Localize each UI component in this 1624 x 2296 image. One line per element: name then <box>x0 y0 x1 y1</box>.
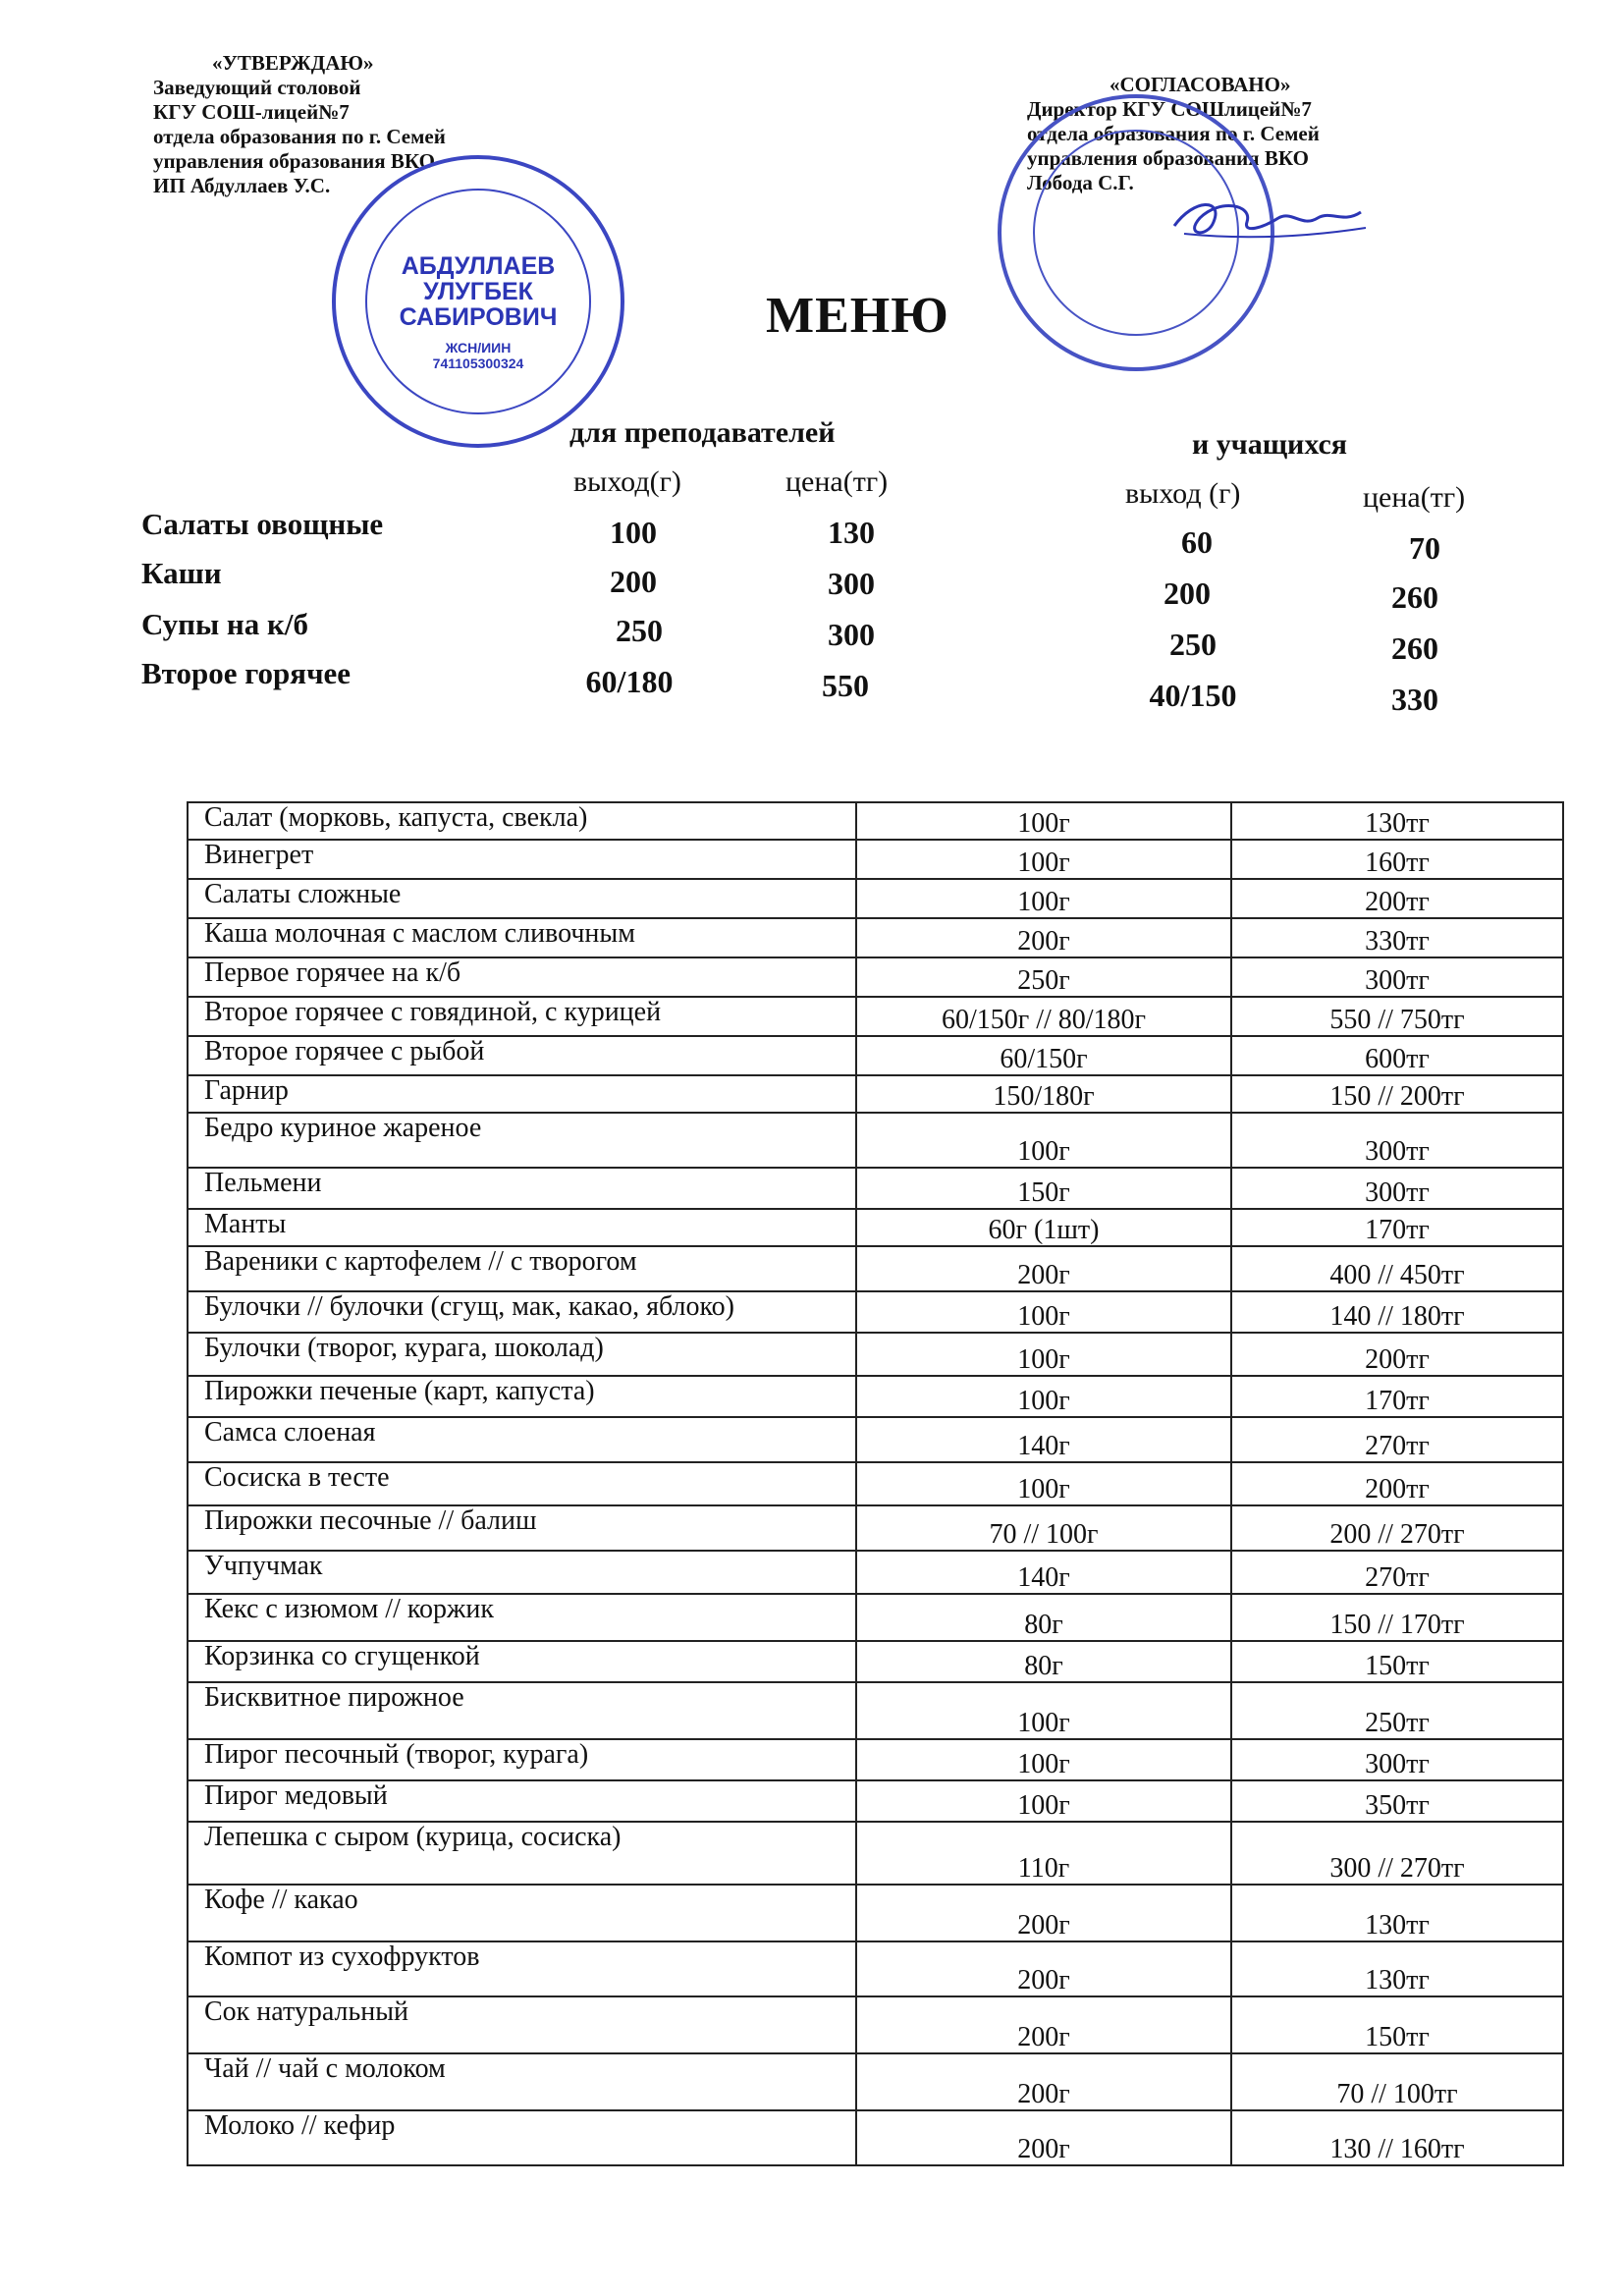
menu-item-weight: 100г <box>856 879 1231 918</box>
table-row <box>188 1505 1563 1551</box>
summary-value: 200 <box>610 564 657 599</box>
approval-line: Заведующий столовой <box>153 76 361 99</box>
table-row <box>188 1333 1563 1376</box>
summary-value: 300 <box>828 566 875 601</box>
table-row <box>188 1822 1563 1885</box>
summary-value: 250 <box>616 613 663 648</box>
menu-item-weight: 200г <box>856 2110 1231 2165</box>
summary-item-name: Каши <box>141 556 222 590</box>
teachers-label: для преподавателей <box>569 416 836 449</box>
menu-item-price: 130 // 160тг <box>1231 2110 1563 2165</box>
signature-icon <box>1164 189 1371 247</box>
menu-item-price: 200 // 270тг <box>1231 1505 1563 1551</box>
menu-item-name: Пирожки песочные // балиш <box>188 1505 856 1551</box>
menu-item-weight: 140г <box>856 1417 1231 1462</box>
approval-line: Директор КГУ СОШлицей№7 <box>1027 97 1312 121</box>
menu-item-name: Молоко // кефир <box>188 2110 856 2165</box>
menu-item-price: 300тг <box>1231 1168 1563 1209</box>
menu-item-name: Кофе // какао <box>188 1885 856 1941</box>
table-row <box>188 1168 1563 1209</box>
menu-item-price: 200тг <box>1231 1462 1563 1505</box>
students-weight-header: выход (г) <box>1125 477 1241 510</box>
menu-item-price: 130тг <box>1231 1885 1563 1941</box>
summary-value: 260 <box>1391 630 1438 666</box>
table-row <box>188 1417 1563 1462</box>
menu-item-name: Сок натуральный <box>188 1996 856 2053</box>
menu-item-name: Пельмени <box>188 1168 856 1209</box>
menu-table <box>187 801 1564 2166</box>
students-label: и учащихся <box>1192 428 1347 461</box>
menu-item-name: Бедро куриное жареное <box>188 1113 856 1168</box>
summary-value: 250 <box>1169 627 1217 662</box>
table-row <box>188 1036 1563 1075</box>
menu-item-price: 170тг <box>1231 1376 1563 1417</box>
menu-item-name: Кекс с изюмом // коржик <box>188 1594 856 1641</box>
menu-item-weight: 200г <box>856 1996 1231 2053</box>
menu-item-weight: 100г <box>856 840 1231 879</box>
menu-item-name: Второе горячее с говядиной, с курицей <box>188 997 856 1036</box>
table-row <box>188 1780 1563 1822</box>
menu-item-name: Пирог медовый <box>188 1780 856 1822</box>
summary-value: 60/180 <box>585 664 674 699</box>
menu-item-weight: 200г <box>856 2053 1231 2110</box>
menu-item-name: Бисквитное пирожное <box>188 1682 856 1739</box>
menu-item-weight: 100г <box>856 1739 1231 1780</box>
menu-item-name: Сосиска в тесте <box>188 1462 856 1505</box>
menu-item-price: 200тг <box>1231 1333 1563 1376</box>
menu-item-weight: 100г <box>856 1682 1231 1739</box>
menu-item-weight: 80г <box>856 1641 1231 1682</box>
menu-item-name: Лепешка с сыром (курица, сосиска) <box>188 1822 856 1885</box>
menu-item-price: 70 // 100тг <box>1231 2053 1563 2110</box>
menu-item-price: 130тг <box>1231 1941 1563 1996</box>
menu-item-name: Гарнир <box>188 1075 856 1113</box>
table-row <box>188 2110 1563 2165</box>
menu-item-name: Второе горячее с рыбой <box>188 1036 856 1075</box>
summary-value: 550 <box>822 668 869 703</box>
table-row <box>188 1551 1563 1594</box>
menu-item-name: Чай // чай с молоком <box>188 2053 856 2110</box>
teachers-weight-header: выход(г) <box>573 465 681 498</box>
menu-item-price: 140 // 180тг <box>1231 1291 1563 1333</box>
teachers-price-header: цена(тг) <box>785 465 889 498</box>
table-row <box>188 1996 1563 2053</box>
menu-item-weight: 100г <box>856 1291 1231 1333</box>
menu-item-name: Каша молочная с маслом сливочным <box>188 918 856 957</box>
menu-item-name: Вареники с картофелем // с творогом <box>188 1246 856 1291</box>
menu-item-weight: 200г <box>856 1941 1231 1996</box>
menu-item-price: 600тг <box>1231 1036 1563 1075</box>
table-row <box>188 1113 1563 1168</box>
menu-item-price: 170тг <box>1231 1209 1563 1246</box>
menu-item-weight: 200г <box>856 1246 1231 1291</box>
menu-item-price: 300 // 270тг <box>1231 1822 1563 1885</box>
table-row <box>188 2053 1563 2110</box>
menu-item-name: Компот из сухофруктов <box>188 1941 856 1996</box>
summary-item-name: Второе горячее <box>141 656 352 690</box>
table-row <box>188 1885 1563 1941</box>
menu-item-name: Корзинка со сгущенкой <box>188 1641 856 1682</box>
approval-line: отдела образования по г. Семей <box>1027 122 1320 145</box>
table-row <box>188 1075 1563 1113</box>
menu-item-weight: 80г <box>856 1594 1231 1641</box>
menu-item-price: 160тг <box>1231 840 1563 879</box>
page-title: МЕНЮ <box>766 288 949 344</box>
menu-item-weight: 60/150г <box>856 1036 1231 1075</box>
menu-item-name: Салаты сложные <box>188 879 856 918</box>
menu-item-weight: 100г <box>856 802 1231 840</box>
menu-item-weight: 150/180г <box>856 1075 1231 1113</box>
menu-item-name: Пирог песочный (творог, курага) <box>188 1739 856 1780</box>
menu-item-name: Первое горячее на к/б <box>188 957 856 997</box>
summary-value: 40/150 <box>1149 678 1237 713</box>
table-row <box>188 879 1563 918</box>
summary-item-name: Салаты овощные <box>141 507 384 541</box>
menu-item-price: 400 // 450тг <box>1231 1246 1563 1291</box>
summary-value: 130 <box>828 515 875 550</box>
menu-item-weight: 60/150г // 80/180г <box>856 997 1231 1036</box>
approval-heading: «УТВЕРЖДАЮ» <box>212 51 374 75</box>
menu-item-weight: 200г <box>856 1885 1231 1941</box>
menu-item-price: 200тг <box>1231 879 1563 918</box>
stamp-name: АБДУЛЛАЕВ УЛУГБЕК САБИРОВИЧ <box>399 252 558 331</box>
approval-line: КГУ СОШ-лицей№7 <box>153 100 350 124</box>
menu-item-name: Пирожки печеные (карт, капуста) <box>188 1376 856 1417</box>
table-row <box>188 957 1563 997</box>
round-stamp-icon <box>332 155 624 448</box>
menu-item-weight: 250г <box>856 957 1231 997</box>
summary-value: 60 <box>1181 524 1213 560</box>
table-row <box>188 1739 1563 1780</box>
menu-item-weight: 200г <box>856 918 1231 957</box>
menu-item-price: 300тг <box>1231 957 1563 997</box>
menu-item-price: 300тг <box>1231 1739 1563 1780</box>
menu-item-name: Салат (морковь, капуста, свекла) <box>188 802 856 840</box>
summary-value: 70 <box>1409 530 1440 566</box>
menu-item-price: 270тг <box>1231 1417 1563 1462</box>
approval-line: управления образования ВКО <box>1027 146 1309 170</box>
menu-item-price: 330тг <box>1231 918 1563 957</box>
menu-item-price: 300тг <box>1231 1113 1563 1168</box>
approval-line: отдела образования по г. Семей <box>153 125 446 148</box>
summary-value: 300 <box>828 617 875 652</box>
menu-item-price: 350тг <box>1231 1780 1563 1822</box>
table-row <box>188 802 1563 840</box>
summary-value: 260 <box>1391 579 1438 615</box>
menu-item-weight: 100г <box>856 1462 1231 1505</box>
menu-item-price: 130тг <box>1231 802 1563 840</box>
approval-line: ИП Абдуллаев У.С. <box>153 174 331 197</box>
approval-line: Лобода С.Г. <box>1027 171 1134 194</box>
menu-item-name: Учпучмак <box>188 1551 856 1594</box>
menu-item-name: Булочки (творог, курага, шоколад) <box>188 1333 856 1376</box>
table-row <box>188 1462 1563 1505</box>
table-row <box>188 1376 1563 1417</box>
table-row <box>188 1246 1563 1291</box>
table-row <box>188 840 1563 879</box>
summary-item-name: Супы на к/б <box>141 607 309 641</box>
menu-item-weight: 100г <box>856 1113 1231 1168</box>
menu-item-name: Самса слоеная <box>188 1417 856 1462</box>
menu-item-name: Манты <box>188 1209 856 1246</box>
table-row <box>188 1941 1563 1996</box>
students-price-header: цена(тг) <box>1363 481 1466 514</box>
menu-item-price: 150 // 200тг <box>1231 1075 1563 1113</box>
menu-item-weight: 110г <box>856 1822 1231 1885</box>
menu-item-price: 150тг <box>1231 1996 1563 2053</box>
menu-item-name: Винегрет <box>188 840 856 879</box>
menu-item-weight: 100г <box>856 1376 1231 1417</box>
summary-value: 100 <box>610 515 657 550</box>
menu-item-weight: 100г <box>856 1333 1231 1376</box>
menu-item-price: 550 // 750тг <box>1231 997 1563 1036</box>
approval-line: управления образования ВКО <box>153 149 435 173</box>
table-row <box>188 1291 1563 1333</box>
menu-item-price: 150 // 170тг <box>1231 1594 1563 1641</box>
table-row <box>188 1641 1563 1682</box>
menu-item-price: 250тг <box>1231 1682 1563 1739</box>
stamp-iin: ЖСН/ИИН 741105300324 <box>432 340 524 371</box>
summary-value: 330 <box>1391 682 1438 717</box>
menu-item-price: 150тг <box>1231 1641 1563 1682</box>
approval-heading: «СОГЛАСОВАНО» <box>1110 73 1291 96</box>
table-row <box>188 1209 1563 1246</box>
menu-item-price: 270тг <box>1231 1551 1563 1594</box>
menu-item-weight: 140г <box>856 1551 1231 1594</box>
table-row <box>188 918 1563 957</box>
menu-item-name: Булочки // булочки (сгущ, мак, какао, яблоко) <box>188 1291 856 1333</box>
menu-item-weight: 100г <box>856 1780 1231 1822</box>
menu-item-weight: 70 // 100г <box>856 1505 1231 1551</box>
table-row <box>188 1682 1563 1739</box>
summary-value: 200 <box>1164 575 1211 611</box>
menu-item-weight: 60г (1шт) <box>856 1209 1231 1246</box>
menu-item-weight: 150г <box>856 1168 1231 1209</box>
table-row <box>188 997 1563 1036</box>
table-row <box>188 1594 1563 1641</box>
